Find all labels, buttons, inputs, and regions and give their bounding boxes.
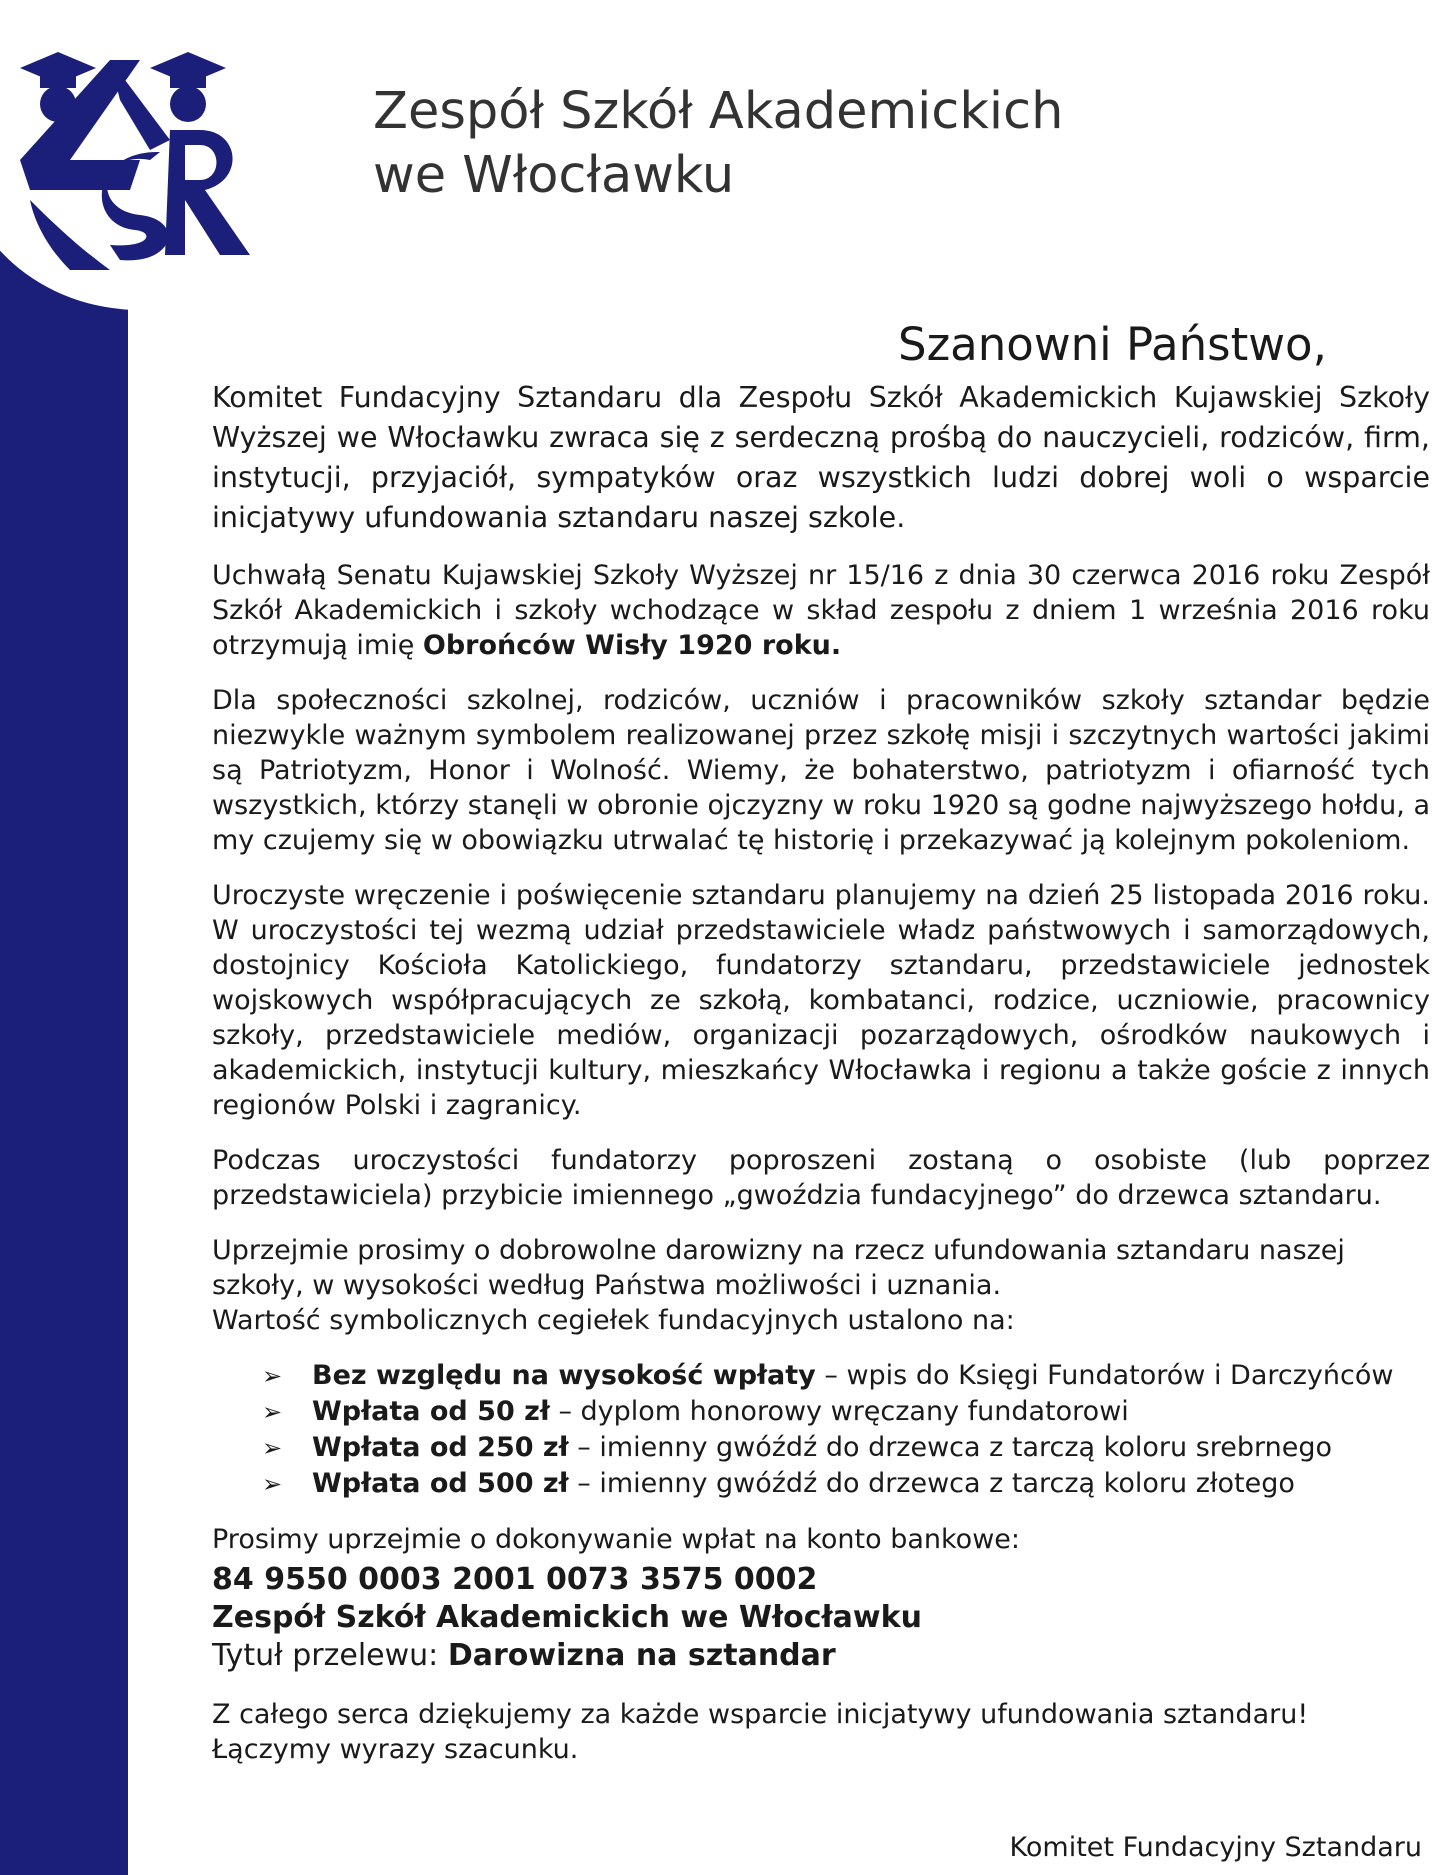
transfer-title-label: Tytuł przelewu: <box>212 1638 448 1673</box>
tier-amount: Wpłata od 250 zł <box>312 1432 569 1463</box>
school-name-line1: Zespół Szkół Akademickich <box>373 82 1064 141</box>
tier-reward: – imienny gwóźdź do drzewca z tarczą koloru srebrnego <box>568 1432 1333 1463</box>
greeting: Szanowni Państwo, <box>898 318 1327 371</box>
donation-line2: szkoły, w wysokości według Państwa możliwości i uznania. <box>212 1270 1002 1301</box>
list-item <box>262 1358 1430 1394</box>
account-number: 84 9550 0003 2001 0073 3575 0002 <box>212 1562 818 1597</box>
school-logo-icon <box>0 40 290 280</box>
donation-line1: Uprzejmie prosimy o dobrowolne darowizny na rzecz ufundowania sztandaru naszej <box>212 1235 1345 1266</box>
tier-reward: – dyplom honorowy wręczany fundatorowi <box>549 1396 1129 1427</box>
tier-reward: – wpis do Księgi Fundatorów i Darczyńców <box>815 1360 1394 1391</box>
bank-intro: Prosimy uprzejmie o dokonywanie wpłat na konto bankowe: <box>212 1524 1020 1555</box>
resolution-text: Uchwałą Senatu Kujawskiej Szkoły Wyższej nr 15/16 z dnia 30 czerwca 2016 roku Zespół Szkół Akademickich i szkoły wchodzące w skład zespołu z dniem 1 września 2016 roku otrzymują imię <box>212 560 1430 661</box>
bank-details <box>212 1561 1430 1675</box>
tier-amount: Bez względu na wysokość wpłaty <box>312 1360 816 1391</box>
tier-list <box>212 1358 1430 1502</box>
tier-amount: Wpłata od 500 zł <box>312 1468 569 1499</box>
closing-line1: Z całego serca dziękujemy za każde wsparcie inicjatywy ufundowania sztandaru! <box>212 1699 1309 1730</box>
list-item <box>262 1430 1430 1466</box>
paragraph-ceremony: Uroczyste wręczenie i poświęcenie sztandaru planujemy na dzień 25 listopada 2016 roku. W uroczystości tej wezmą udział przedstawiciele władz państwowych i samorządowych, dostojnicy Kościoła Katolickiego, fundatorzy sztandaru, przedstawiciele jednostek wojskowych współpracujących ze szkołą, kombatanci, rodzice, uczniowie, pracownicy szkoły, przedstawiciele mediów, organizacji pozarządowych, ośrodków naukowych i akademickich, instytucji kultury, mieszkańcy Włocławka i regionu a także goście z innych regionów Polski i zagranicy. <box>212 880 1430 1121</box>
arrow-bullet-icon: ➢ <box>262 1470 283 1498</box>
account-name: Zespół Szkół Akademickich we Włocławku <box>212 1600 922 1635</box>
transfer-title <box>212 1637 1430 1675</box>
letter-body <box>212 378 1430 1787</box>
paragraph-resolution <box>212 558 1430 663</box>
school-name <box>373 80 1273 208</box>
logo-background <box>0 0 320 310</box>
tier-reward: – imienny gwóźdź do drzewca z tarczą koloru złotego <box>568 1468 1295 1499</box>
transfer-title-value: Darowizna na sztandar <box>447 1638 836 1673</box>
paragraph-intro: Komitet Fundacyjny Sztandaru dla Zespołu Szkół Akademickich Kujawskiej Szkoły Wyższej we Włocławku zwraca się z serdeczną prośbą do nauczycieli, rodziców, firm, instytucji, przyjaciół, sympatyków oraz wszystkich ludzi dobrej woli o wsparcie inicjatywy ufundowania sztandaru naszej szkole. <box>212 381 1430 534</box>
paragraph-donation <box>212 1233 1430 1338</box>
closing <box>212 1697 1430 1767</box>
paragraph-nail: Podczas uroczystości fundatorzy poproszeni zostaną o osobiste (lub poprzez przedstawiciela) przybicie imiennego „gwoździa fundacyjnego” do drzewca sztandaru. <box>212 1145 1430 1211</box>
paragraph-symbol: Dla społeczności szkolnej, rodziców, uczniów i pracowników szkoły sztandar będzie niezwykle ważnym symbolem realizowanej przez szkołę misji i szczytnych wartości jakimi są Patriotyzm, Honor i Wolność. Wiemy, że bohaterstwo, patriotyzm i ofiarność tych wszystkich, którzy stanęli w obronie ojczyzny w roku 1920 są godne najwyższego hołdu, a my czujemy się w obowiązku utrwalać tę historię i przekazywać ją kolejnym pokoleniom. <box>212 685 1430 856</box>
school-name-line2: we Włocławku <box>373 146 735 205</box>
tier-amount: Wpłata od 50 zł <box>312 1396 550 1427</box>
school-patron: Obrońców Wisły 1920 roku. <box>422 630 842 661</box>
signature: Komitet Fundacyjny Sztandaru <box>1009 1832 1422 1863</box>
list-item <box>262 1466 1430 1502</box>
donation-line3: Wartość symbolicznych cegiełek fundacyjnych ustalono na: <box>212 1305 1015 1336</box>
arrow-bullet-icon: ➢ <box>262 1398 283 1426</box>
arrow-bullet-icon: ➢ <box>262 1362 283 1390</box>
arrow-bullet-icon: ➢ <box>262 1434 283 1462</box>
list-item <box>262 1394 1430 1430</box>
closing-line2: Łączymy wyrazy szacunku. <box>212 1734 579 1765</box>
